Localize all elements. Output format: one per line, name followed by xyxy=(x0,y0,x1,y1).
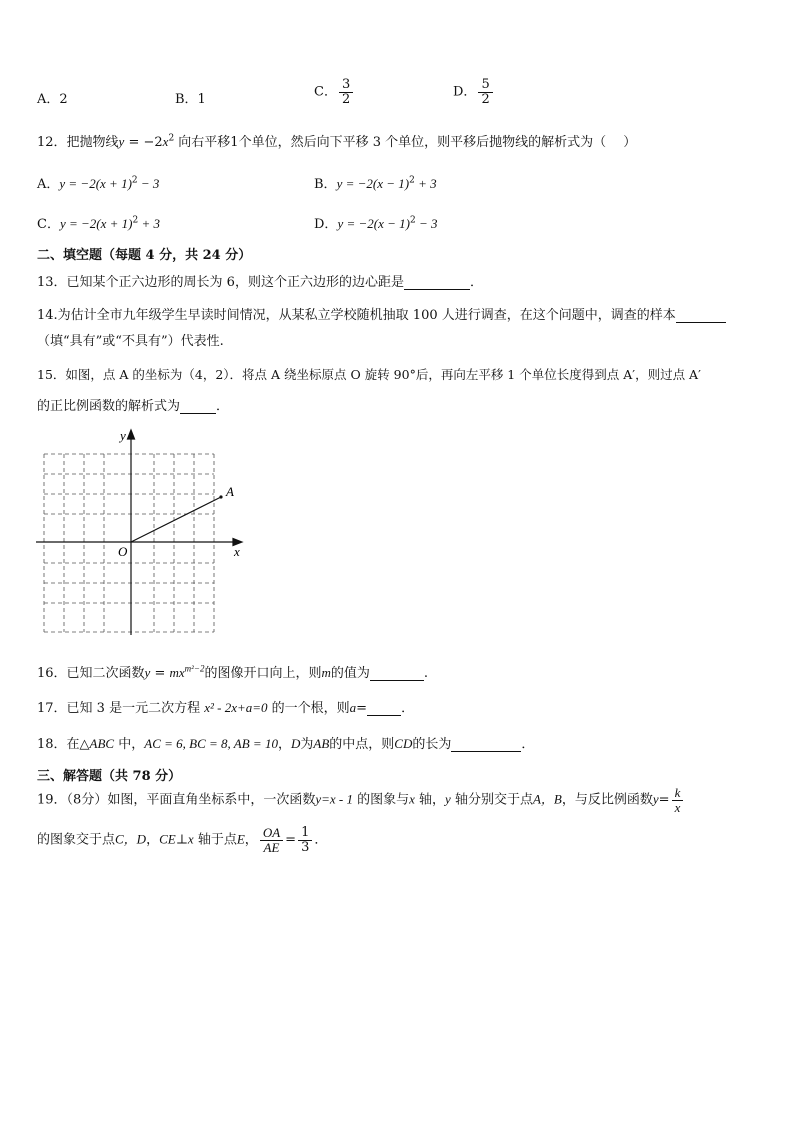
q16-var-y: y xyxy=(144,665,151,680)
q19-text-middle: 的图象与 xyxy=(352,792,410,808)
q18-answer-blank xyxy=(451,737,521,752)
section-3-heading: 三、解答题（共 78 分） xyxy=(37,769,182,784)
q15-answer-blank xyxy=(180,399,216,414)
q12-option-d-label: D． xyxy=(314,217,338,232)
segment-oa xyxy=(131,497,221,542)
q17-text-middle: 的一个根，则 xyxy=(267,701,350,716)
q15-coordinate-figure xyxy=(30,420,260,645)
q19-text-4: ，与反比例函数 xyxy=(561,792,653,808)
q12-option-b xyxy=(314,173,437,192)
q13-text: 13．已知某个正六边形的周长为 6，则这个正六边形的边心距是 xyxy=(37,275,404,290)
q12-option-b-sup: 2 xyxy=(409,175,415,186)
q17-end: ． xyxy=(401,701,415,716)
q16-text-middle: 的图像开口向上，则 xyxy=(204,666,322,681)
q19-line2-equals: = xyxy=(285,832,297,848)
q15-end: ． xyxy=(216,399,230,414)
q12-var-y: y xyxy=(118,134,125,149)
q19-fraction-k-over-x xyxy=(672,786,684,814)
q11-option-c-fraction xyxy=(339,78,353,106)
grid-dashed-lines xyxy=(44,454,214,632)
q12-option-c-sup: 2 xyxy=(132,215,139,226)
q18-var-d: D xyxy=(290,736,301,751)
label-y-axis: y xyxy=(120,428,126,443)
fraction-numerator: 3 xyxy=(339,78,353,93)
q12-option-a-tail: − 3 xyxy=(137,176,160,191)
q12-stem-after: 向右平移1个单位，然后向下平移 3 个单位，则平移后抛物线的解析式为（ ） xyxy=(174,135,637,150)
fraction-denominator: 2 xyxy=(481,91,490,107)
q12-option-c xyxy=(37,213,160,232)
q18-end: ． xyxy=(521,737,535,752)
q19-var-y: y xyxy=(445,791,451,807)
q12-option-d-sup: 2 xyxy=(409,215,416,226)
q15-line1: 15．如图，点 A 的坐标为（4，2）．将点 A 绕坐标原点 O 旋转 90°后，再向左平移 1 个单位长度得到点 A′，则过点 A′ xyxy=(37,367,701,382)
fraction-numerator: k xyxy=(672,786,684,801)
q19-line2-sep: ， xyxy=(146,832,160,848)
fraction-denominator: 3 xyxy=(301,839,310,855)
section-2-heading: 二、填空题（每题 4 分，共 24 分） xyxy=(37,248,252,263)
q19-text-before: 19．（8分）如图，平面直角坐标系中，一次函数 xyxy=(37,792,316,808)
q18-var-cd: CD xyxy=(394,736,413,751)
q19-line2-text: 的图象交于点 xyxy=(37,832,116,848)
q11-option-d xyxy=(453,78,495,106)
q17-equation: x² - 2x+a=0 xyxy=(204,700,268,715)
q18-text-4: 的中点，则 xyxy=(329,737,395,752)
q19-line1 xyxy=(37,786,685,814)
q17-text-before: 17．已知 3 是一元二次方程 xyxy=(37,701,205,716)
q19-linear-function: y=x - 1 xyxy=(315,791,353,807)
q11-option-a: A．2 xyxy=(37,92,68,107)
q16 xyxy=(37,662,428,681)
q12-var-x: x xyxy=(162,134,169,149)
q12-option-c-label: C． xyxy=(37,217,60,232)
q16-exponent: m²−2 xyxy=(184,663,205,674)
q11-option-b: B．1 xyxy=(175,92,206,107)
label-point-a: A xyxy=(226,484,234,499)
q19-fraction-oa-ae xyxy=(260,826,283,854)
q12-option-b-expr: y = −2(x − 1) xyxy=(336,176,410,191)
q12-option-b-label: B． xyxy=(314,177,337,192)
q19-line2-sep-2: ， xyxy=(244,832,258,848)
q16-eq: = xyxy=(150,666,170,681)
q18-conditions: AC = 6, BC = 8, AB = 10 xyxy=(144,736,278,751)
q14-answer-blank xyxy=(676,308,726,323)
q12-stem-before: 12．把抛物线 xyxy=(37,135,119,150)
fraction-denominator: x xyxy=(674,799,681,815)
q17-equals: = xyxy=(356,701,368,716)
q12-sup: 2 xyxy=(168,133,175,144)
q14-text: 14.为估计全市九年级学生早读时间情况，从某私立学校随机抽取 100 人进行调查，在这个问题中，调查的样本 xyxy=(37,308,676,323)
fraction-denominator: 2 xyxy=(341,91,351,107)
q19-points-ab: A，B xyxy=(532,791,562,807)
q12-option-c-expr: y = −2(x + 1) xyxy=(59,216,133,231)
q18-text-1: 中， xyxy=(114,737,145,752)
q19-var-x: x xyxy=(409,791,415,807)
q19-equals: = xyxy=(658,792,670,808)
q15-line2 xyxy=(37,395,229,414)
q12-option-a-label: A． xyxy=(37,177,60,192)
q12-option-d xyxy=(314,213,437,232)
q16-answer-blank xyxy=(370,666,424,681)
q16-mx: mx xyxy=(169,665,185,680)
q14-line1 xyxy=(37,304,726,323)
q12-option-d-tail: − 3 xyxy=(415,216,438,231)
q18-text-3: 为 xyxy=(300,737,314,752)
q19-text-2: 轴， xyxy=(414,792,446,808)
fraction-numerator: OA xyxy=(260,826,283,841)
q12-option-b-tail: + 3 xyxy=(414,176,437,191)
q11-option-c-label: C． xyxy=(314,84,337,100)
q15-line2-text: 的正比例函数的解析式为 xyxy=(37,399,181,414)
fraction-numerator: 5 xyxy=(478,78,492,93)
q11-option-d-label: D． xyxy=(453,84,477,100)
q12-option-a-sup: 2 xyxy=(131,175,138,186)
q18 xyxy=(37,733,534,752)
q19-text-3: 轴分别交于点 xyxy=(450,792,533,808)
q16-var-m: m xyxy=(321,665,331,680)
q19-fraction-one-third xyxy=(298,826,312,854)
q12-option-d-expr: y = −2(x − 1) xyxy=(337,216,410,231)
q12-option-a-expr: y = −2(x + 1) xyxy=(59,176,132,191)
q16-end: . xyxy=(423,666,429,681)
q19-line2-text-2: 轴于点 xyxy=(193,832,237,848)
q17-answer-blank xyxy=(367,701,401,716)
q12-option-a xyxy=(37,173,159,192)
q16-text-before: 16．已知二次函数 xyxy=(37,666,145,681)
q13-answer-blank xyxy=(404,275,470,290)
q19-line2-end: ． xyxy=(314,832,328,848)
q19-ce-perp: CE⊥x xyxy=(159,831,194,847)
q12-stem xyxy=(37,131,636,150)
label-x-axis: x xyxy=(234,544,240,559)
q18-triangle: △ABC xyxy=(79,736,115,751)
q13 xyxy=(37,271,483,290)
q13-end: ． xyxy=(469,275,483,290)
q19-func-y: y xyxy=(652,791,659,807)
q18-text-before: 18．在 xyxy=(37,737,80,752)
q18-text-2: ， xyxy=(277,737,291,752)
q19-points-cd: C，D xyxy=(115,831,147,847)
q12-option-c-tail: + 3 xyxy=(138,216,160,231)
label-origin: O xyxy=(118,544,128,559)
q18-var-ab: AB xyxy=(313,736,330,751)
q19-line2 xyxy=(37,826,327,854)
q19-point-e: E xyxy=(236,831,245,847)
axes xyxy=(36,430,242,635)
q14-line2: （填“具有”或“不具有”）代表性. xyxy=(37,334,224,349)
q16-text-after: 的值为 xyxy=(330,666,370,681)
q17 xyxy=(37,697,414,716)
fraction-denominator: AE xyxy=(263,839,280,855)
q12-eq: = −2 xyxy=(124,135,163,150)
q11-option-c xyxy=(314,78,355,106)
fraction-numerator: 1 xyxy=(298,826,312,841)
point-a xyxy=(219,495,222,498)
q18-text-after: 的长为 xyxy=(412,737,452,752)
q17-var-a: a xyxy=(349,700,357,715)
q11-option-d-fraction xyxy=(478,78,492,106)
